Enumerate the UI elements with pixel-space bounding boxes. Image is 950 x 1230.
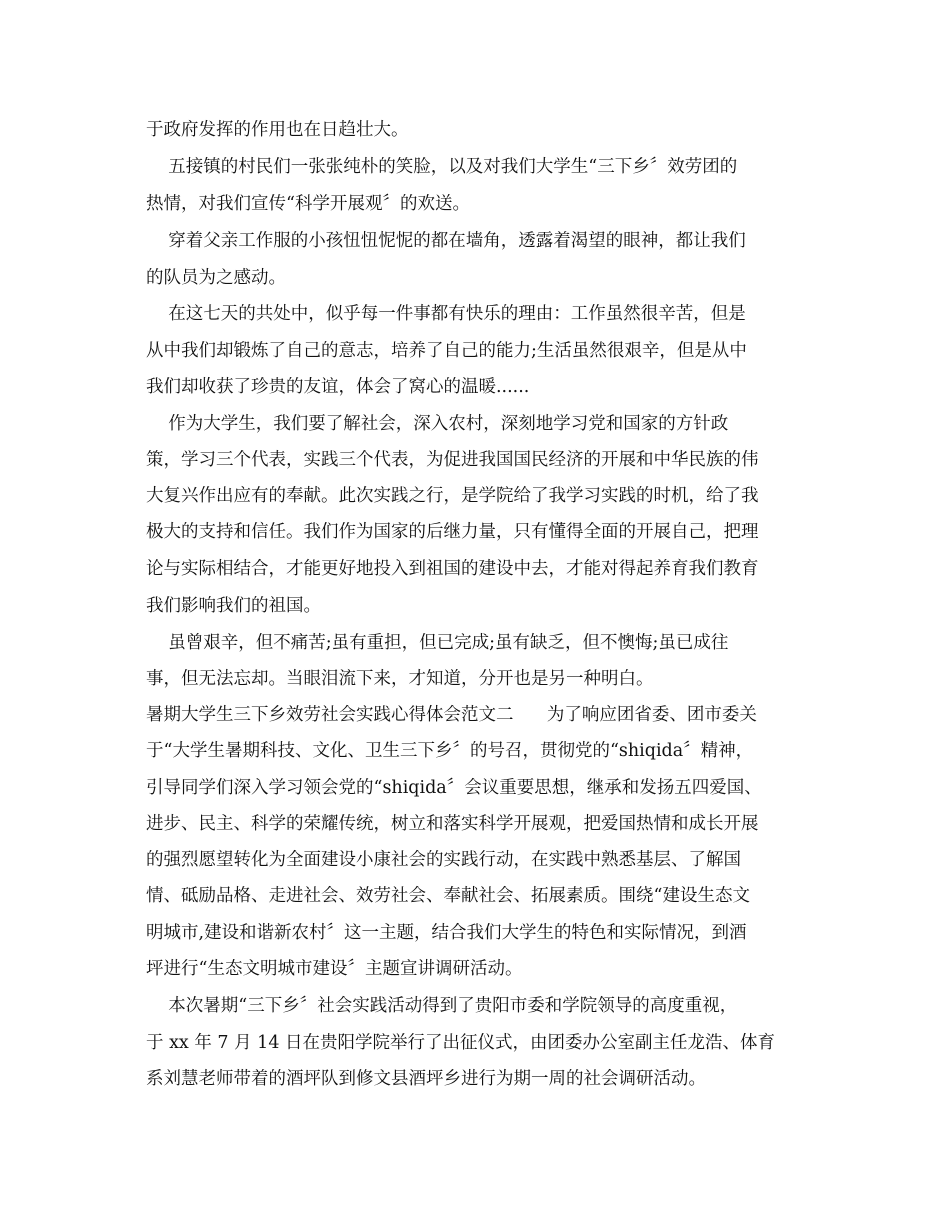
text-line: 从中我们却锻炼了自己的意志，培养了自己的能力;生活虽然很艰辛，但是从中 [146, 341, 747, 361]
text-line: 虽曾艰辛，但不痛苦;虽有重担，但已完成;虽有缺乏，但不懊悔;虽已成往 [146, 633, 729, 653]
text-line: 坪进行“生态文明城市建设〞主题宣讲调研活动。 [146, 959, 523, 979]
text-line: 穿着父亲工作服的小孩忸忸怩怩的都在墙角，透露着渴望的眼神，都让我们 [146, 231, 746, 251]
text-line: 情、砥励品格、走进社会、效劳社会、奉献社会、拓展素质。围绕“建设生态文 [146, 886, 750, 906]
text-line: 引导同学们深入学习领会党的“shiqida〞会议重要思想，继承和发扬五四爱国、 [146, 778, 762, 798]
text-line: 我们却收获了珍贵的友谊，体会了窝心的温暖...... [146, 377, 530, 397]
text-line: 作为大学生，我们要了解社会，深入农村，深刻地学习党和国家的方针政 [146, 414, 729, 434]
text-line: 暑期大学生三下乡效劳社会实践心得体会范文二 为了响应团省委、团市委关 [146, 705, 757, 725]
text-line: 策，学习三个代表，实践三个代表，为促进我国国民经济的开展和中华民族的伟 [146, 450, 759, 470]
text-line: 于 xx 年 7 月 14 日在贵阳学院举行了出征仪式，由团委办公室副主任龙浩、体育 [146, 1033, 776, 1053]
text-line: 于“大学生暑期科技、文化、卫生三下乡〞的号召，贯彻党的“shiqida〞精神， [146, 741, 754, 761]
text-line: 论与实际相结合，才能更好地投入到祖国的建设中去，才能对得起养育我们教育 [146, 559, 759, 579]
text-line: 热情，对我们宣传“科学开展观〞的欢送。 [146, 194, 470, 214]
text-line: 进步、民主、科学的荣耀传统，树立和落实科学开展观，把爱国热情和成长开展 [146, 814, 759, 834]
text-line: 于政府发挥的作用也在日趋壮大。 [146, 120, 409, 140]
text-line: 极大的支持和信任。我们作为国家的后继力量，只有懂得全面的开展自己，把理 [146, 522, 759, 542]
text-line: 系刘慧老师带着的酒坪队到修文县酒坪乡进行为期一周的社会调研活动。 [146, 1069, 706, 1089]
text-line: 事，但无法忘却。当眼泪流下来，才知道，分开也是另一种明白。 [146, 669, 654, 689]
text-line: 本次暑期“三下乡〞社会实践活动得到了贵阳市委和学院领导的高度重视， [146, 996, 738, 1016]
text-line: 大复兴作出应有的奉献。此次实践之行，是学院给了我学习实践的时机，给了我 [146, 486, 759, 506]
text-line: 我们影响我们的祖国。 [146, 596, 321, 616]
text-line: 的队员为之感动。 [146, 268, 286, 288]
text-line: 五接镇的村民们一张张纯朴的笑脸，以及对我们大学生“三下乡〞效劳团的 [146, 157, 738, 177]
text-line: 在这七天的共处中，似乎每一件事都有快乐的理由：工作虽然很辛苦，但是 [146, 304, 746, 324]
text-line: 的强烈愿望转化为全面建设小康社会的实践行动，在实践中熟悉基层、了解国 [146, 850, 741, 870]
text-line: 明城市,建设和谐新农村〞这一主题，结合我们大学生的特色和实际情况，到酒 [146, 923, 747, 943]
